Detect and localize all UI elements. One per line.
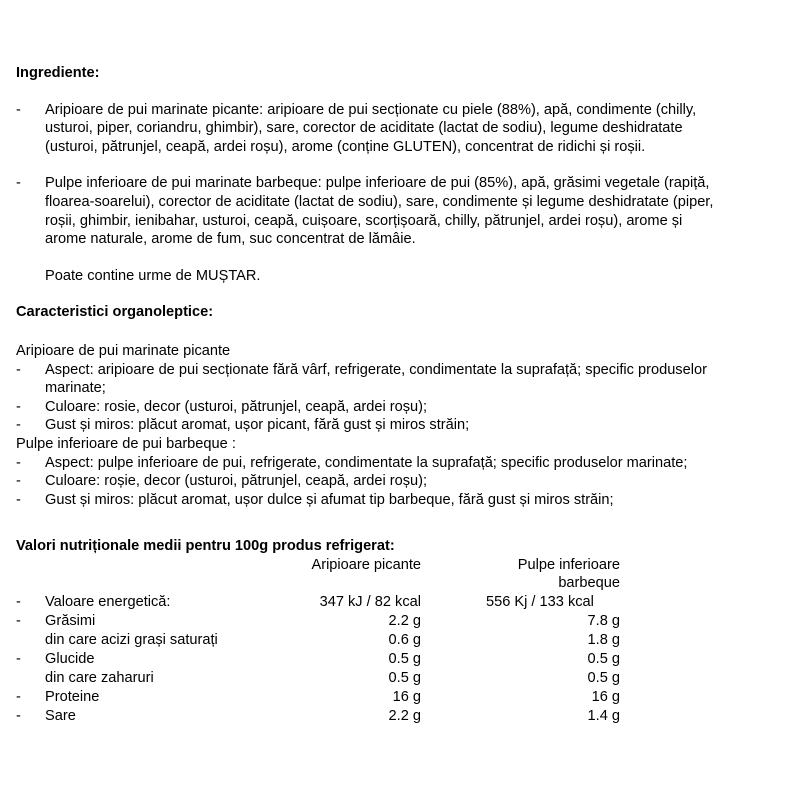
ingredient-line: Pulpe inferioare de pui marinate barbeque: pulpe inferioare de pui (85%), apă, grăsimi vegetale (rapiță, bbox=[45, 175, 710, 192]
nutrition-header-row bbox=[16, 556, 620, 593]
row-value-drumsticks: 556 Kj / 133 kcal bbox=[486, 594, 594, 611]
row-value-wings: 2.2 g bbox=[388, 613, 421, 630]
list-dash: - bbox=[16, 491, 21, 508]
organoleptic-line: marinate; bbox=[45, 380, 106, 397]
row-value-drumsticks: 0.5 g bbox=[587, 670, 620, 687]
organoleptic-item bbox=[16, 398, 786, 417]
organoleptic-line: Gust și miros: plăcut aromat, ușor picant, fără gust și miros străin; bbox=[45, 417, 470, 434]
list-dash: - bbox=[16, 398, 21, 415]
nutritional-heading: Valori nutriționale medii pentru 100g produs refrigerat: bbox=[16, 538, 395, 555]
allergen-note-text: Poate contine urme de MUȘTAR. bbox=[45, 267, 261, 284]
organoleptic-item bbox=[16, 472, 786, 491]
row-value-wings: 2.2 g bbox=[388, 708, 421, 725]
ingrediente-heading: Ingrediente: bbox=[16, 65, 100, 81]
organoleptic-item bbox=[16, 454, 786, 473]
col-header-drumsticks: Pulpe inferioare barbeque bbox=[517, 556, 620, 592]
ingredient-line: (usturoi, pătrunjel, ceapă, ardei roșu), arome (conține GLUTEN), concentrat de ridichi și roșii. bbox=[45, 138, 646, 155]
row-value-wings: 0.6 g bbox=[388, 632, 421, 649]
row-label: Valoare energetică: bbox=[45, 594, 171, 611]
organoleptic-line: Aspect: aripioare de pui secționate fără vârf, refrigerate, condimentate la suprafață; specific produselor bbox=[45, 361, 707, 378]
organoleptic-item bbox=[16, 491, 786, 510]
ingredient-line: floarea-soarelui), corector de aciditate (lactat de sodiu), sare, condimente și legume deshidratate (piper, bbox=[45, 193, 714, 210]
table-row bbox=[16, 612, 620, 631]
list-dash: - bbox=[16, 101, 21, 118]
ingredient-line: roșii, ghimbir, ienibahar, usturoi, ceapă, cuișoare, scorțișoară, chilly, pătrunjel, ardei roșu), arome și bbox=[45, 212, 683, 229]
table-row bbox=[16, 650, 620, 669]
row-dash: - bbox=[16, 613, 21, 630]
ingredient-item-wings bbox=[16, 101, 786, 157]
ingredient-line: Aripioare de pui marinate picante: aripioare de pui secționate cu piele (88%), apă, condimente (chilly, bbox=[45, 101, 697, 118]
organoleptic-line: Culoare: roșie, decor (usturoi, pătrunjel, ceapă, ardei roșu); bbox=[45, 473, 428, 490]
row-dash: - bbox=[16, 651, 21, 668]
organoleptic-item bbox=[16, 416, 786, 435]
row-label: Grăsimi bbox=[45, 613, 96, 630]
row-value-drumsticks: 16 g bbox=[591, 689, 620, 706]
group-title-drumsticks: Pulpe inferioare de pui barbeque : bbox=[16, 435, 236, 452]
row-dash bbox=[16, 669, 45, 688]
ingredient-line: usturoi, piper, coriandru, ghimbir), sare, corector de aciditate (lactat de sodiu), legume deshidratate bbox=[45, 120, 683, 137]
organoleptic-line: Gust și miros: plăcut aromat, ușor dulce și afumat tip barbeque, fără gust și miros străin; bbox=[45, 491, 614, 508]
table-row bbox=[16, 631, 620, 650]
row-value-wings: 347 kJ / 82 kcal bbox=[319, 594, 421, 611]
table-row bbox=[16, 707, 620, 726]
list-dash: - bbox=[16, 454, 21, 471]
row-value-wings: 16 g bbox=[392, 689, 421, 706]
table-row bbox=[16, 669, 620, 688]
row-value-wings: 0.5 g bbox=[388, 651, 421, 668]
organoleptic-line: Culoare: rosie, decor (usturoi, pătrunjel, ceapă, ardei roșu); bbox=[45, 398, 428, 415]
list-dash: - bbox=[16, 361, 21, 378]
row-dash: - bbox=[16, 708, 21, 725]
table-row bbox=[16, 593, 620, 612]
allergen-note bbox=[16, 267, 786, 286]
row-value-drumsticks: 0.5 g bbox=[587, 651, 620, 668]
organoleptice-heading: Caracteristici organoleptice: bbox=[16, 304, 214, 321]
row-dash: - bbox=[16, 594, 21, 611]
row-label: din care acizi grași saturați bbox=[45, 632, 218, 649]
row-label: din care zaharuri bbox=[45, 670, 154, 687]
nutrition-table bbox=[16, 556, 620, 726]
row-value-wings: 0.5 g bbox=[388, 670, 421, 687]
document-page bbox=[16, 64, 786, 726]
ingredient-item-drumsticks bbox=[16, 174, 786, 248]
ingredient-line: arome naturale, arome de fum, suc concentrat de lămâie. bbox=[45, 231, 416, 248]
row-label: Glucide bbox=[45, 651, 95, 668]
organoleptic-line: Aspect: pulpe inferioare de pui, refrigerate, condimentate la suprafață; specific produselor marinate; bbox=[45, 454, 688, 471]
row-value-drumsticks: 7.8 g bbox=[587, 613, 620, 630]
row-dash: - bbox=[16, 689, 21, 706]
list-dash: - bbox=[16, 175, 21, 192]
organoleptic-item bbox=[16, 361, 786, 398]
row-label: Sare bbox=[45, 708, 76, 725]
row-value-drumsticks: 1.4 g bbox=[587, 708, 620, 725]
group-title-wings: Aripioare de pui marinate picante bbox=[16, 342, 231, 359]
row-label: Proteine bbox=[45, 689, 100, 706]
table-row bbox=[16, 688, 620, 707]
list-dash: - bbox=[16, 417, 21, 434]
list-dash: - bbox=[16, 473, 21, 490]
row-value-drumsticks: 1.8 g bbox=[587, 632, 620, 649]
col-header-wings: Aripioare picante bbox=[311, 556, 421, 573]
row-dash bbox=[16, 631, 45, 650]
